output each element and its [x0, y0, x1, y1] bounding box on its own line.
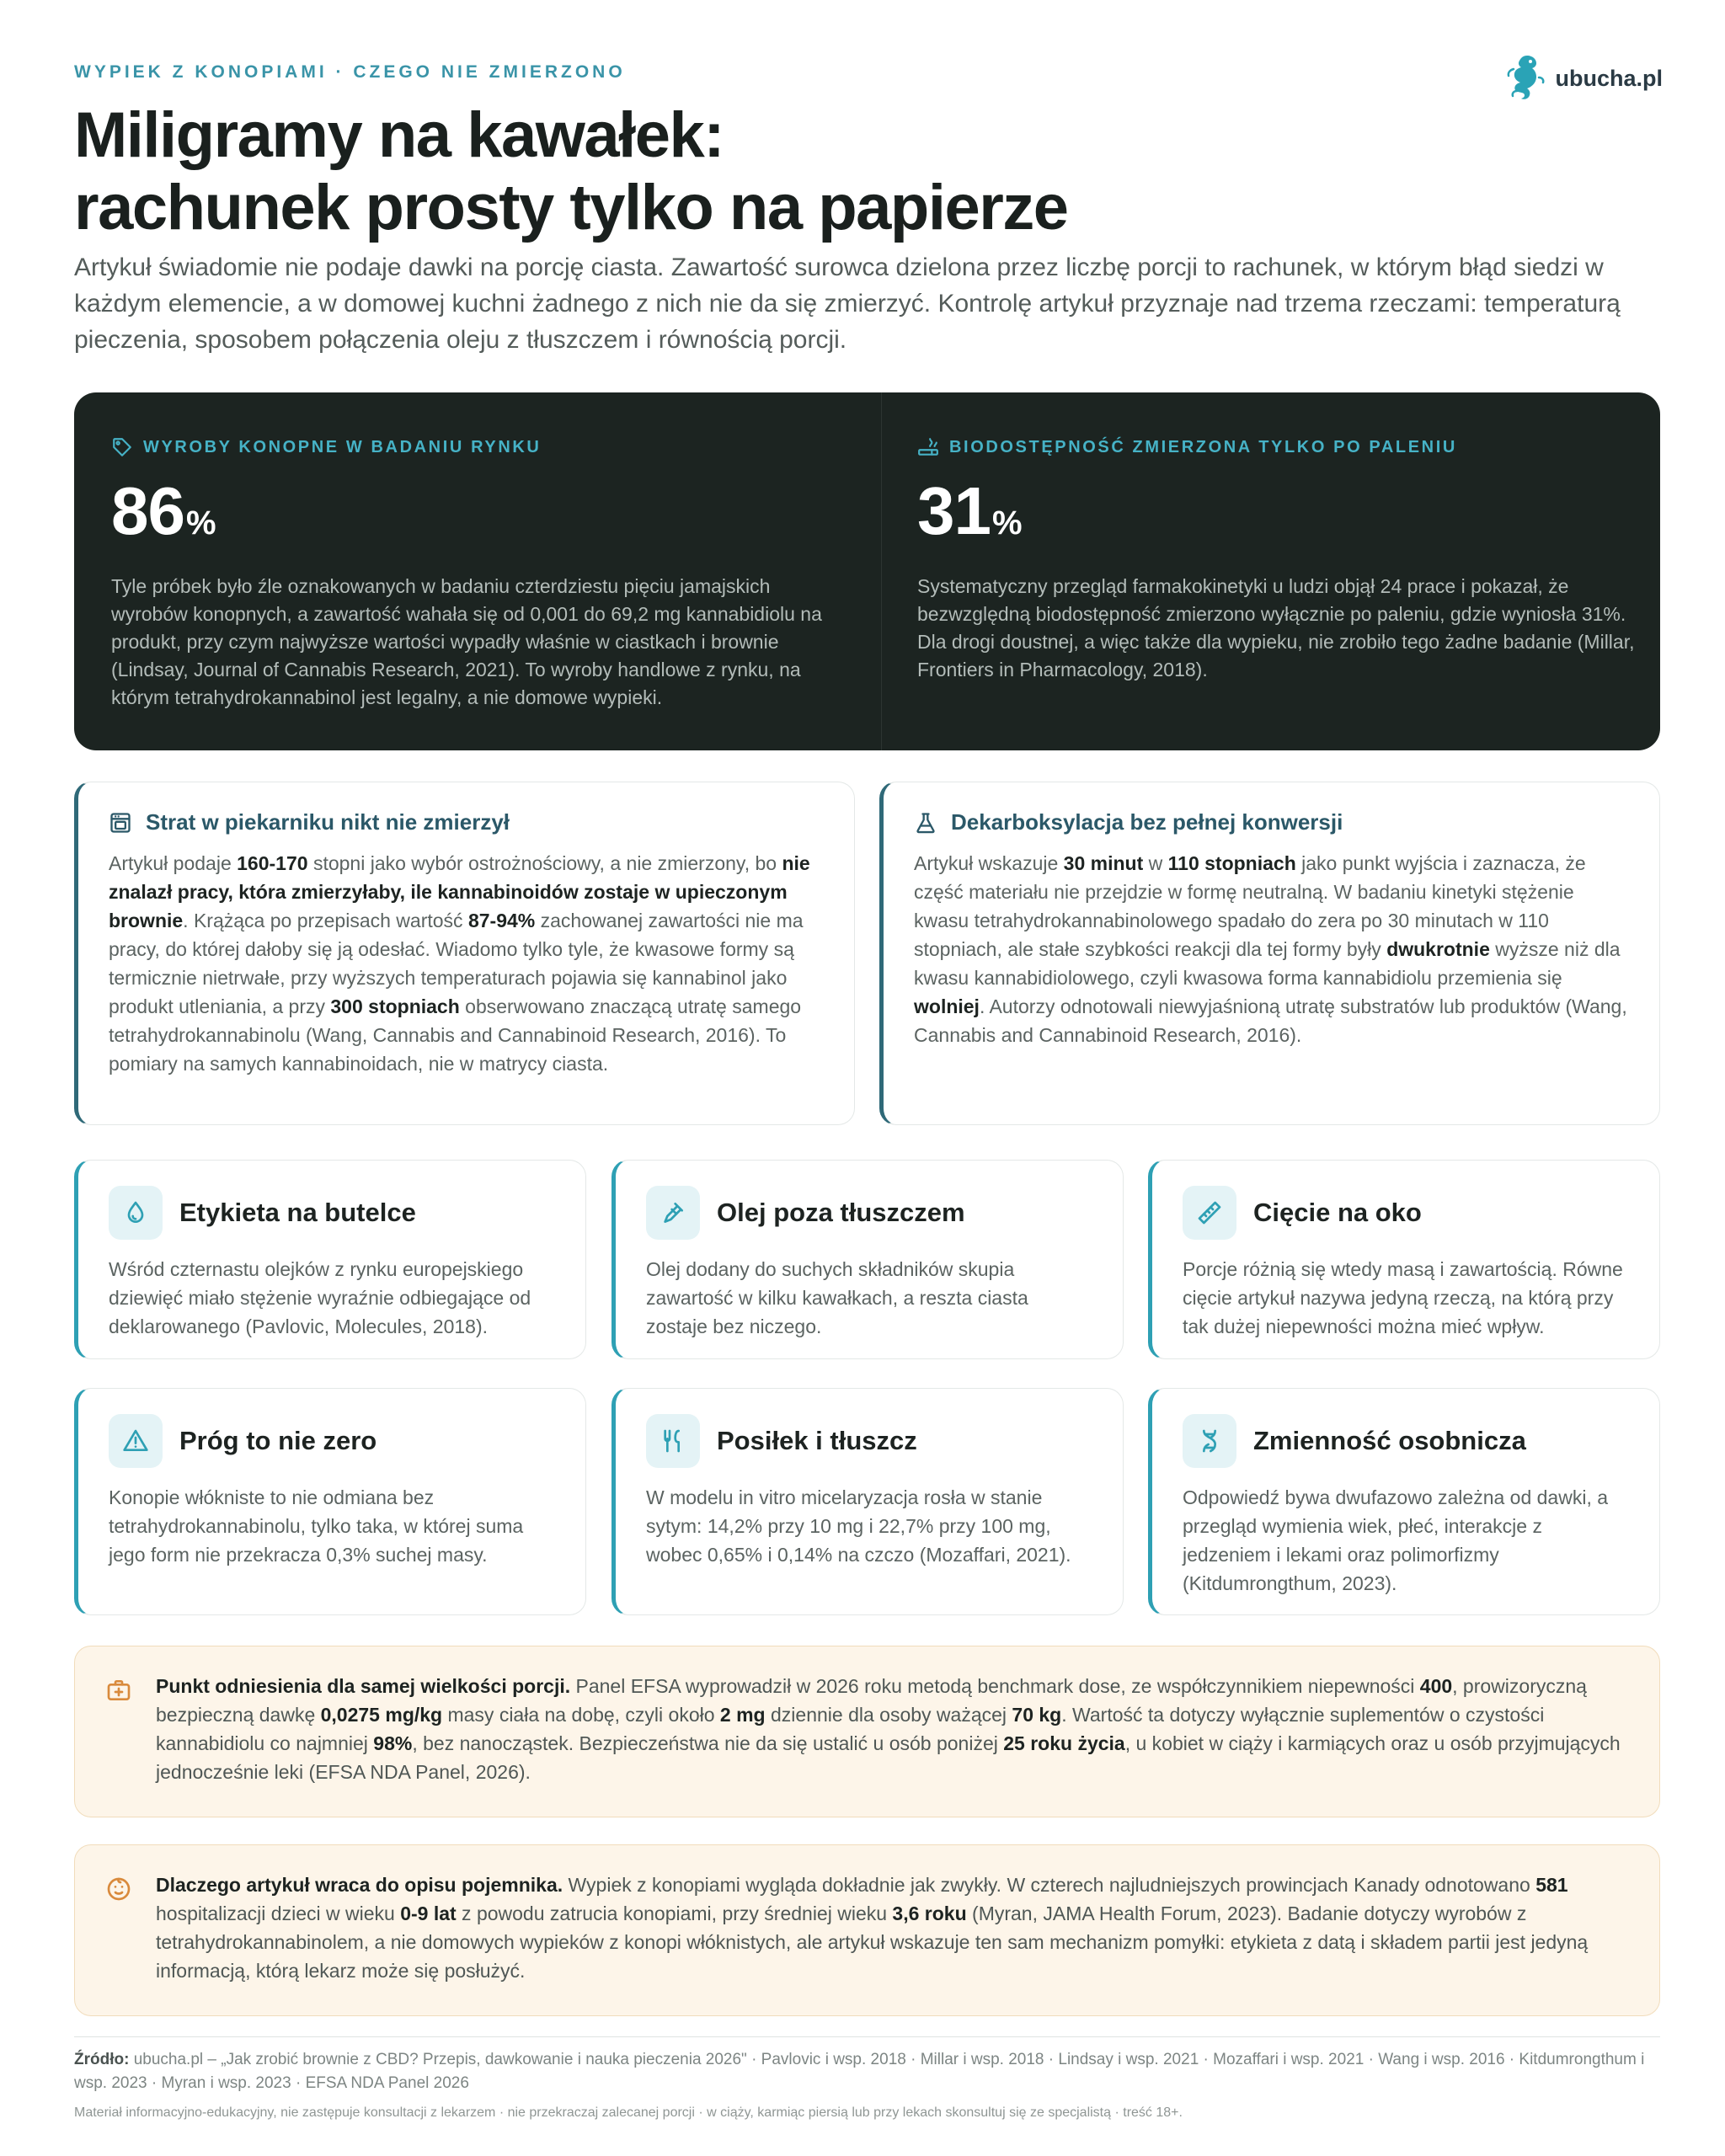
brand-name: ubucha.pl — [1555, 65, 1663, 91]
dna-icon — [1196, 1428, 1223, 1454]
icon-tile — [109, 1186, 163, 1240]
stat-label: WYROBY KONOPNE W BADANIU RYNKU — [111, 436, 844, 458]
first-aid-icon — [105, 1677, 132, 1704]
efsa-note — [74, 1646, 1660, 1817]
ruler-icon — [1196, 1199, 1223, 1226]
oven-card-heading: Strat w piekarniku nikt nie zmierzył — [109, 809, 824, 835]
warning-icon — [122, 1428, 149, 1454]
stats-panel — [74, 392, 1660, 750]
card-text: W modelu in vitro micelaryzacja rosła w stanie sytym: 14,2% przy 10 mg i 22,7% przy 100 mg, wobec 0,65% i 0,14% na czczo (Mozaffari, 2021). — [646, 1486, 1071, 1566]
oven-icon — [109, 811, 132, 835]
utensils-icon — [660, 1428, 686, 1454]
title-line-1: Miligramy na kawałek: — [74, 99, 724, 171]
footer-divider — [74, 2036, 1660, 2037]
icon-tile — [646, 1414, 700, 1468]
smoking-icon — [917, 436, 939, 458]
child-face-icon — [105, 1876, 132, 1903]
disclaimer: Materiał informacyjno-edukacyjny, nie zastępuje konsultacji z lekarzem · nie przekraczaj zalecanej porcji · w ciąży, karmiąc piersią lub przy lekach skonsultuj się ze specjalistą · treść 18+. — [74, 2105, 1183, 2120]
kicker: WYPIEK Z KONOPIAMI · CZEGO NIE ZMIERZONO — [74, 62, 626, 82]
card-text: Konopie włókniste to nie odmiana bez tetrahydrokannabinolu, tylko taka, w której suma jego form nie przekracza 0,3% suchej masy. — [109, 1486, 524, 1566]
card-title: Etykieta na butelce — [179, 1198, 416, 1227]
icon-tile — [1183, 1186, 1236, 1240]
efsa-note-text: Punkt odniesienia dla samej wielkości porcji. Panel EFSA wyprowadził w 2026 roku metodą benchmark dose, ze współczynnikiem niepewności 400, prowizoryczną bezpieczną dawkę 0,0275 mg/kg masy ciała na dobę, czyli około 2 mg dziennie dla osoby ważącej 70 kg. Wartość ta dotyczy wyłącznie suplementów o czystości kannabidiolu co najmniej 98%, bez nanocząstek. Bezpieczeństwa nie da się ustalić u osób poniżej 25 roku życia, u kobiet w ciąży i karmiących oraz u osób przyjmujących jednocześnie leki (EFSA NDA Panel, 2026). — [156, 1675, 1621, 1783]
meal-fat-card — [611, 1388, 1124, 1615]
stat-bioavailability — [881, 392, 1687, 750]
seahorse-logo-icon — [1505, 52, 1546, 104]
card-title: Posiłek i tłuszcz — [717, 1426, 917, 1455]
source-line: Źródło: ubucha.pl – „Jak zrobić brownie z CBD? Przepis, dawkowanie i nauka pieczenia 2026" · Pavlovic i wsp. 2018 · Millar i wsp. 2018 · Lindsay i wsp. 2021 · Mozaffari i wsp. 2021 · Wang i wsp. 2016 · Kitdumrongthum i wsp. 2023 · Myran i wsp. 2023 · EFSA NDA Panel 2026 — [74, 2051, 1645, 2092]
card-title: Olej poza tłuszczem — [717, 1198, 965, 1227]
label-bottle-card — [74, 1160, 586, 1359]
children-note — [74, 1844, 1660, 2016]
title-line-2: rachunek prosty tylko na papierze — [74, 172, 1068, 243]
icon-tile — [646, 1186, 700, 1240]
stat-value: 31% — [917, 473, 1022, 548]
card-text: Odpowiedź bywa dwufazowo zależna od dawki, a przegląd wymienia wiek, płeć, interakcje z jedzeniem i lekami oraz polimorfizmy (Kitdumrongthum, 2023). — [1183, 1486, 1609, 1594]
variability-card — [1148, 1388, 1660, 1615]
page-title — [74, 99, 1253, 244]
oven-card — [74, 782, 855, 1125]
droplet-icon — [122, 1199, 149, 1226]
threshold-card — [74, 1388, 586, 1615]
decarb-card — [879, 782, 1660, 1125]
decarb-card-heading: Dekarboksylacja bez pełnej konwersji — [914, 809, 1629, 835]
tag-icon — [111, 436, 133, 458]
cutting-card — [1148, 1160, 1660, 1359]
stat-text: Systematyczny przegląd farmakokinetyki u ludzi objął 24 prace i pokazał, że bezwzględną biodostępność zmierzono wyłącznie po paleniu, gdzie wyniosła 31%. Dla drogi doustnej, a więc także dla wypieku, nie zrobiło tego żadne badanie (Millar, Frontiers in Pharmacology, 2018). — [917, 575, 1635, 680]
card-title: Cięcie na oko — [1253, 1198, 1422, 1227]
flask-icon — [914, 811, 937, 835]
card-text: Porcje różnią się wtedy masą i zawartością. Równe cięcie artykuł nazywa jedyną rzeczą, na którą przy tak dużej niepewności można mieć wpływ. — [1183, 1258, 1623, 1337]
card-text: Wśród czternastu olejków z rynku europejskiego dziewięć miało stężenie wyraźnie odbiegające od deklarowanego (Pavlovic, Molecules, 2018). — [109, 1258, 531, 1337]
icon-tile — [109, 1414, 163, 1468]
stat-mislabelled — [74, 392, 881, 750]
stat-label: BIODOSTĘPNOŚĆ ZMIERZONA TYLKO PO PALENIU — [917, 436, 1650, 458]
oil-card — [611, 1160, 1124, 1359]
children-note-text: Dlaczego artykuł wraca do opisu pojemnika. Wypiek z konopiami wygląda dokładnie jak zwykły. W czterech najludniejszych prowincjach Kanady odnotowano 581 hospitalizacji dzieci w wieku 0-9 lat z powodu zatrucia konopiami, przy średniej wieku 3,6 roku (Myran, JAMA Health Forum, 2023). Badanie dotyczy wyrobów z tetrahydrokannabinolem, a nie domowych wypieków z konopi włóknistych, ale artykuł wskazuje ten sam mechanizm pomyłki: etykieta z datą i składem partii jest jedyną informacją, którą lekarz może się posłużyć. — [156, 1874, 1589, 1982]
dropper-icon — [660, 1199, 686, 1226]
icon-tile — [1183, 1414, 1236, 1468]
brand-logo[interactable] — [1505, 52, 1664, 104]
decarb-card-text: Artykuł wskazuje 30 minut w 110 stopniach jako punkt wyjścia i zaznacza, że część materiału nie przejdzie w formę neutralną. W badaniu kinetyki stężenie kwasu tetrahydrokannabinolowego spadało do zera po 30 minutach w 110 stopniach, ale stałe szybkości reakcji dla tej formy były dwukrotnie wyższe niż dla kwasu kannabidiolowego, czyli kwasowa forma kannabidiolu przemienia się wolniej. Autorzy odnotowali niewyjaśnioną utratę substratów lub produktów (Wang, Cannabis and Cannabinoid Research, 2016). — [914, 852, 1627, 1046]
card-title: Zmienność osobnicza — [1253, 1426, 1526, 1455]
card-text: Olej dodany do suchych składników skupia zawartość w kilku kawałkach, a reszta ciasta zostaje bez niczego. — [646, 1258, 1028, 1337]
card-title: Próg to nie zero — [179, 1426, 377, 1455]
stat-text: Tyle próbek było źle oznakowanych w badaniu czterdziestu pięciu jamajskich wyrobów konopnych, a zawartość wahała się od 0,001 do 69,2 mg kannabidiolu na produkt, przy czym najwyższe wartości wypadły właśnie w ciastkach i brownie (Lindsay, Journal of Cannabis Research, 2021). To wyroby handlowe z rynku, na którym tetrahydrokannabinol jest legalny, a nie domowe wypieki. — [111, 575, 822, 708]
oven-card-text: Artykuł podaje 160-170 stopni jako wybór ostrożnościowy, a nie zmierzony, bo nie znalazł pracy, która zmierzyłaby, ile kannabinoidów zostaje w upieczonym brownie. Krążąca po przepisach wartość 87-94% zachowanej zawartości nie ma pracy, do której dałoby się ją odesłać. Wiadomo tylko tyle, że kwasowe formy są termicznie nietrwałe, przy wyższych temperaturach pojawia się kannabinol jako produkt utleniania, a przy 300 stopniach obserwowano znaczącą utratę samego tetrahydrokannabinolu (Wang, Cannabis and Cannabinoid Research, 2016). To pomiary na samych kannabinoidach, nie w matrycy ciasta. — [109, 852, 810, 1075]
lede: Artykuł świadomie nie podaje dawki na porcję ciasta. Zawartość surowca dzielona przez liczbę porcji to rachunek, w którym błąd siedzi w każdym elemencie, a w domowej kuchni żadnego z nich nie da się zmierzyć. Kontrolę artykuł przyznaje nad trzema rzeczami: temperaturą pieczenia, sposobem połączenia oleju z tłuszczem i równością porcji. — [74, 253, 1621, 354]
stat-value: 86% — [111, 473, 216, 548]
